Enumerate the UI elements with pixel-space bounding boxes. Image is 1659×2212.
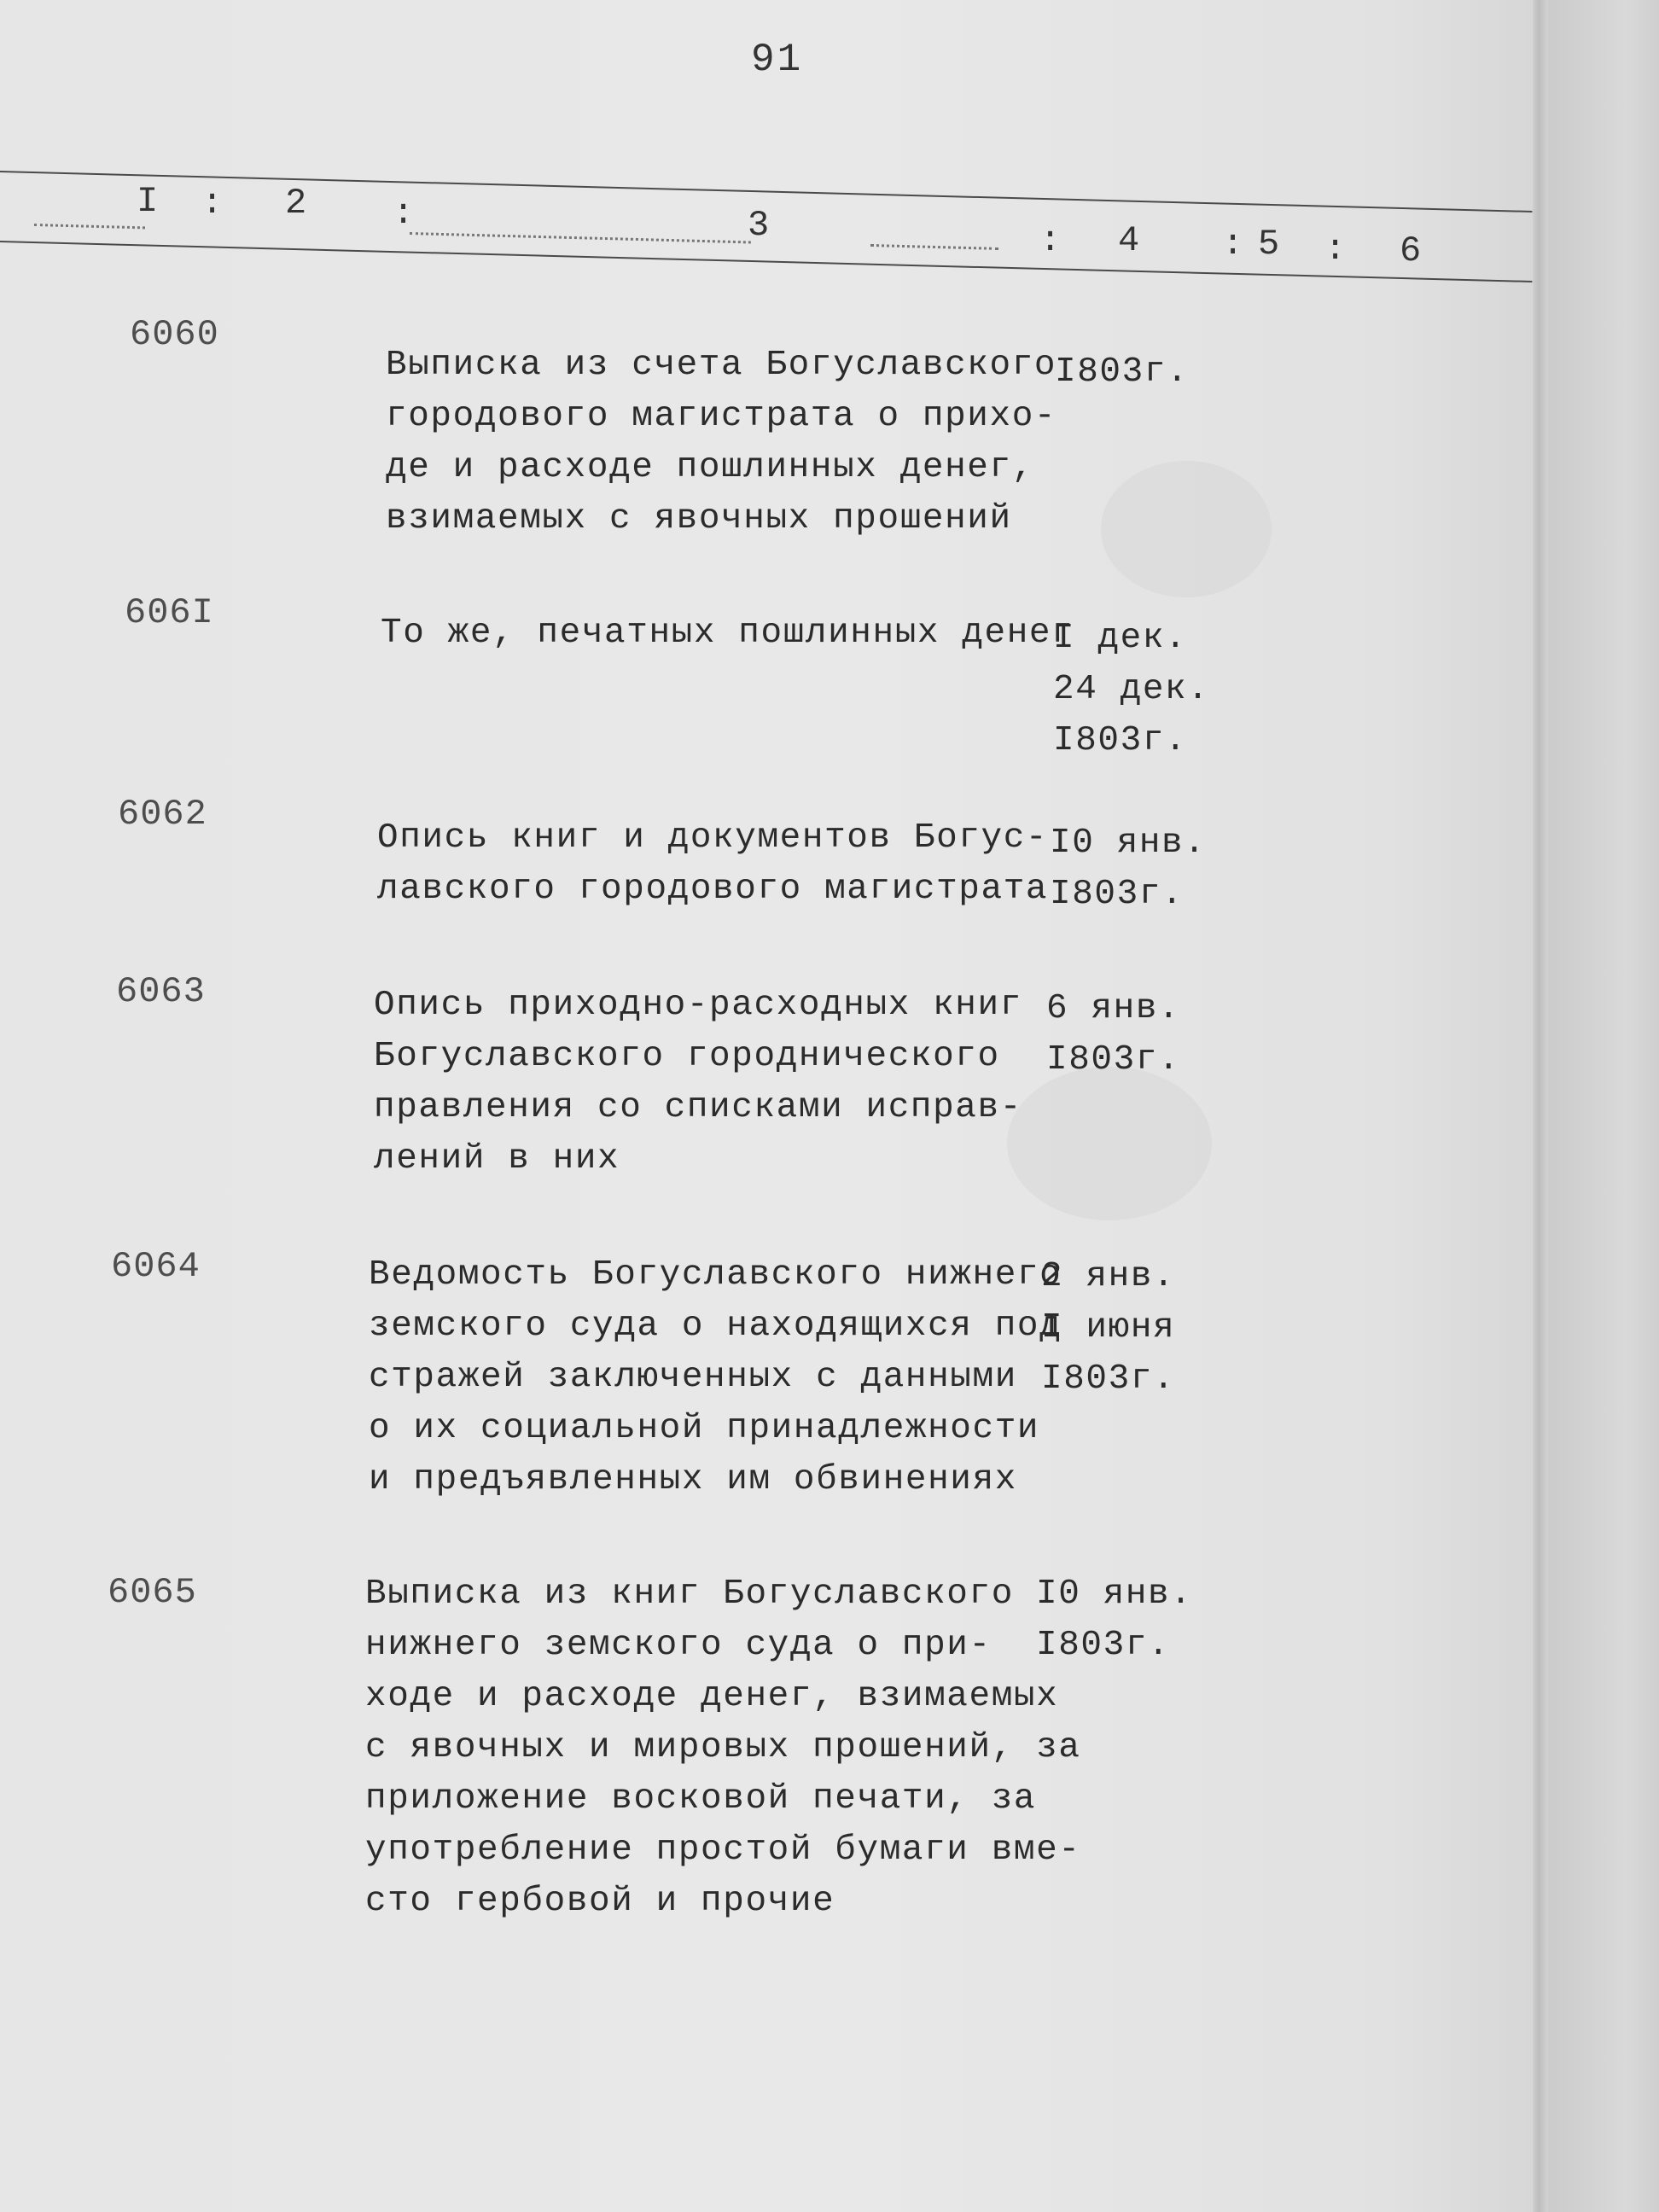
date-line: I дек. [1053,619,1188,658]
description-line: сто гербовой и прочие [365,1882,835,1921]
description-line: То же, печатных пошлинных денег [381,614,1074,653]
description-line: Выписка из счета Богуславского [386,346,1057,385]
entry-number: 6065 [108,1572,197,1613]
column-separator: : [1324,229,1348,270]
description-line: Опись приходно-расходных книг [374,986,1022,1025]
description-line: ходе и расходе денег, взимаемых [365,1677,1059,1716]
entry-date [1036,1569,1192,1671]
column-separator: : [201,183,225,224]
date-line: I0 янв. [1050,824,1207,863]
date-line: I803г. [1055,352,1190,392]
description-line: Богуславского городнического [374,1037,1000,1076]
description-line: лавского городового магистрата [377,870,1049,909]
description-line: приложение восковой печати, за [365,1779,1037,1819]
column-separator: : [1222,224,1246,265]
date-line: 24 дек. [1053,670,1210,709]
entry-date [1053,613,1209,766]
entry-date [1050,818,1206,920]
date-line: I803г. [1050,875,1185,914]
description-line: с явочных и мировых прошений, за [365,1728,1081,1767]
entry-number: 6064 [111,1246,201,1287]
description-line: земского суда о находящихся под [369,1307,1062,1346]
column-header-3: 3 [748,205,771,246]
entry-description [374,980,1022,1185]
entry-description [377,812,1048,915]
description-line: Опись книг и документов Богус- [377,818,1049,858]
description-line: городового магистрата о прихо- [386,397,1057,436]
entry-number: 6063 [116,971,206,1012]
entry-number: 606I [125,592,214,633]
entry-description [381,608,1074,659]
date-line: 2 янв. [1041,1257,1176,1296]
description-line: де и расходе пошлинных денег, [386,448,1034,487]
entry-date [1055,346,1189,398]
underlying-page [1548,0,1659,2212]
column-header-6: 6 [1400,230,1423,271]
description-line: лений в них [374,1139,620,1179]
column-header-5: 5 [1258,224,1282,265]
description-line: Выписка из книг Богуславского [365,1575,1014,1614]
description-line: стражей заключенных с данными [369,1358,1017,1397]
entry-description [369,1249,1062,1505]
column-separator: : [1039,220,1063,261]
date-line: I803г. [1046,1040,1181,1080]
description-line: употребление простой бумаги вме- [365,1831,1081,1870]
description-line: взимаемых с явочных прошений [386,499,1012,538]
column-header-4: 4 [1118,220,1142,261]
date-line: I0 янв. [1036,1575,1193,1614]
entry-date [1041,1251,1175,1405]
column-header-1: I [137,181,160,222]
entry-description [386,340,1057,544]
date-line: I803г. [1036,1626,1171,1665]
entry-number: 6060 [130,314,219,355]
column-separator: : [393,193,416,234]
date-line: I803г. [1053,721,1188,760]
page-edge [1533,0,1548,2212]
description-line: нижнего земского суда о при- [365,1626,992,1665]
entry-number: 6062 [118,794,207,835]
description-line: и предъявленных им обвинениях [369,1460,1017,1499]
date-line: I июня [1041,1308,1176,1348]
entry-description [365,1569,1081,1927]
paper-smudge [1101,461,1272,597]
date-line: I803г. [1041,1359,1176,1399]
paper-smudge [1007,1067,1212,1220]
date-line: 6 янв. [1046,989,1181,1028]
description-line: правления со списками исправ- [374,1088,1022,1127]
entry-date [1046,983,1180,1086]
description-line: о их социальной принадлежности [369,1409,1040,1448]
column-header-2: 2 [285,183,309,224]
description-line: Ведомость Богуславского нижнего [369,1255,1062,1295]
page-number: 91 [751,38,804,82]
